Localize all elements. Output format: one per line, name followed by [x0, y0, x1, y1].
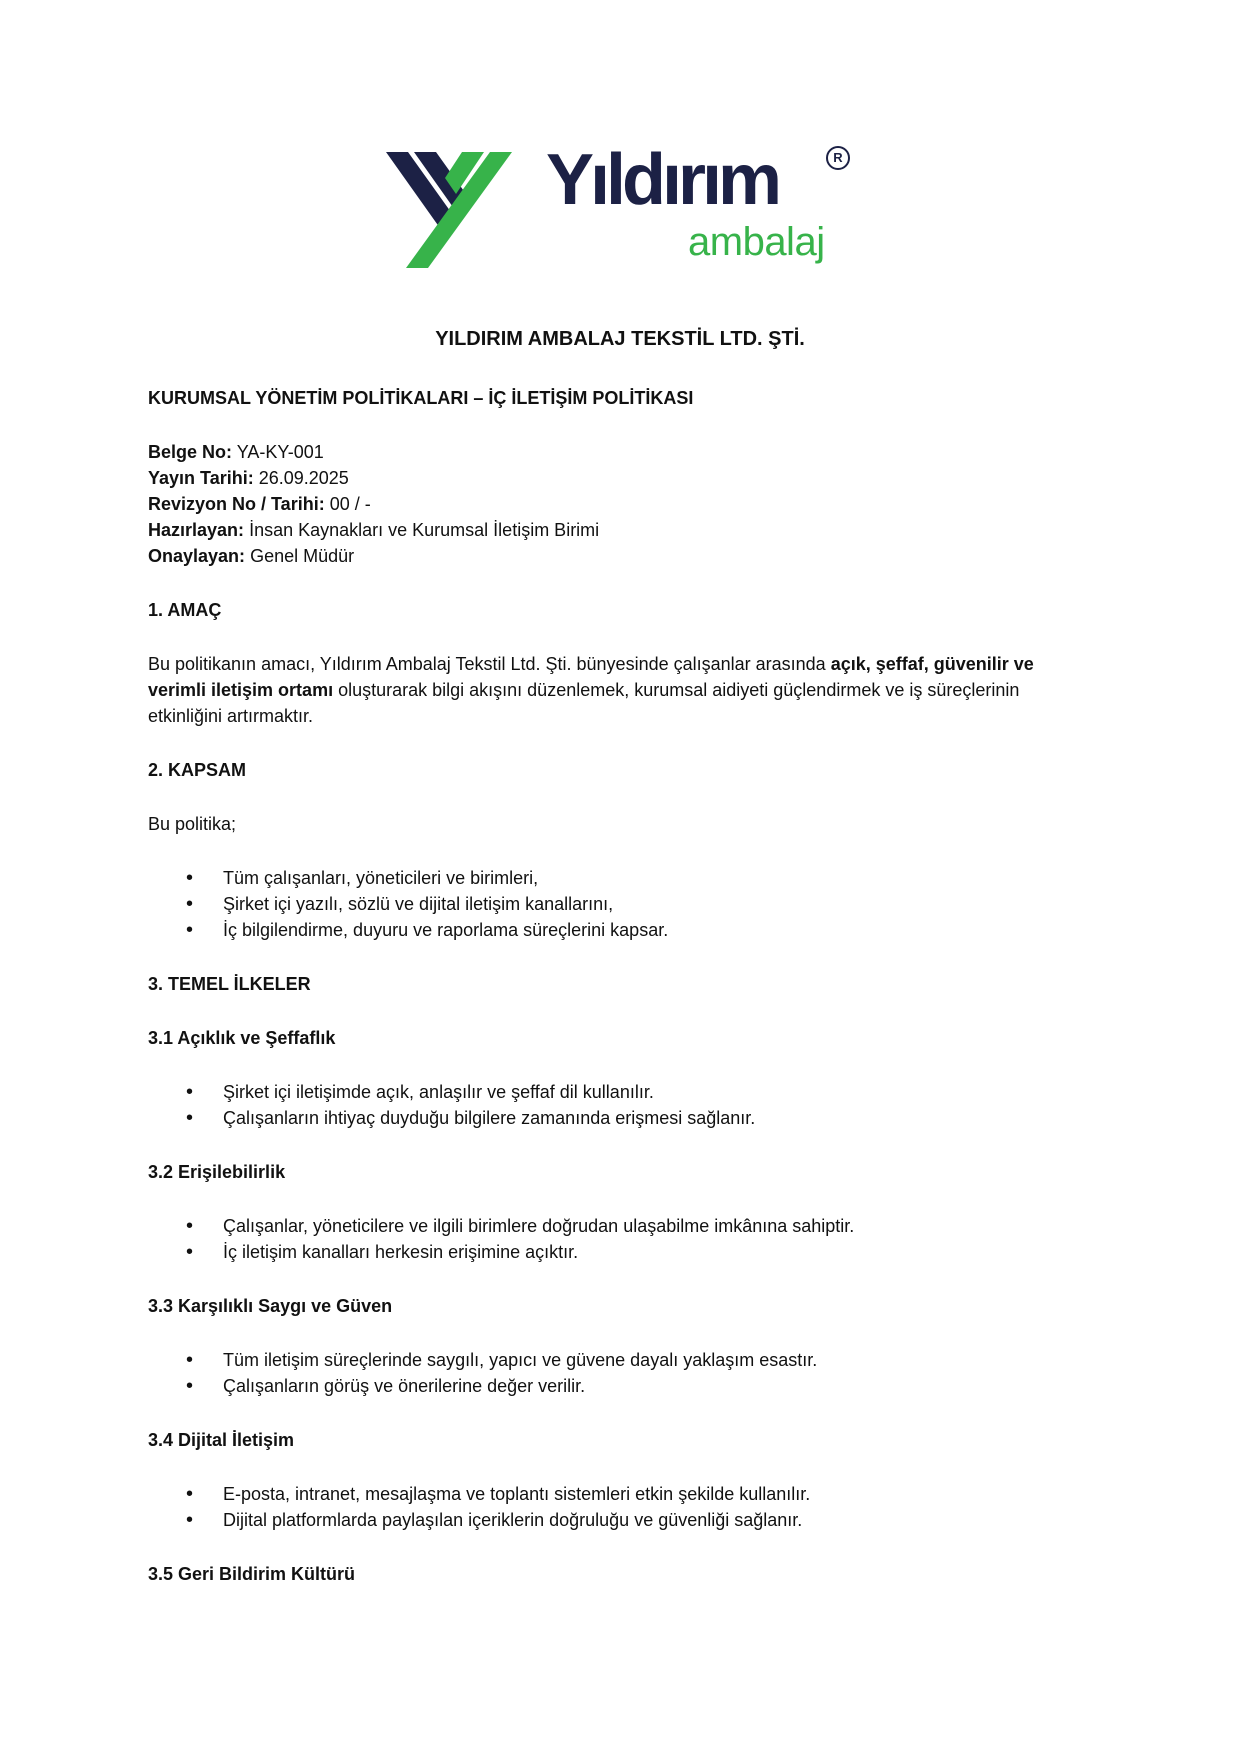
- list-item: • Şirket içi iletişimde açık, anlaşılır ve şeffaf dil kullanılır.: [148, 1079, 1078, 1105]
- acilik-list: [148, 1079, 1078, 1131]
- kapsam-list: [148, 865, 1078, 943]
- company-logo: [386, 142, 856, 278]
- subsection-erisilebilirlik-heading: 3.2 Erişilebilirlik: [148, 1162, 286, 1182]
- saygi-list: [148, 1347, 1078, 1399]
- list-item: • Çalışanların görüş ve önerilerine değer verilir.: [148, 1373, 1078, 1399]
- list-item: • İç iletişim kanalları herkesin erişimine açıktır.: [148, 1239, 1078, 1265]
- company-name: YILDIRIM AMBALAJ TEKSTİL LTD. ŞTİ.: [435, 328, 805, 350]
- meta-revizyon: Revizyon No / Tarihi: 00 / -: [148, 494, 371, 514]
- document-meta: [148, 439, 1078, 569]
- section-kapsam-heading: 2. KAPSAM: [148, 760, 247, 780]
- subsection-acilik-heading: 3.1 Açıklık ve Şeffaflık: [148, 1028, 336, 1048]
- logo-subtitle: ambalaj: [688, 220, 825, 264]
- list-item: • E-posta, intranet, mesajlaşma ve toplantı sistemleri etkin şekilde kullanılır.: [148, 1481, 1078, 1507]
- list-item: • Tüm çalışanları, yöneticileri ve birimleri,: [148, 865, 1078, 891]
- dijital-list: [148, 1481, 1078, 1533]
- document-title: KURUMSAL YÖNETİM POLİTİKALARI – İÇ İLETİŞİM POLİTİKASI: [148, 388, 694, 408]
- meta-onaylayan: Onaylayan: Genel Müdür: [148, 546, 355, 566]
- section-ilkeler-heading: 3. TEMEL İLKELER: [148, 974, 311, 994]
- meta-belge-no: Belge No: YA-KY-001: [148, 442, 324, 462]
- section-amac-paragraph: Bu politikanın amacı, Yıldırım Ambalaj Tekstil Ltd. Şti. bünyesinde çalışanlar arasında açık, şeffaf, güvenilir ve verimli iletişim ortamı oluşturarak bilgi akışını düzenlemek, kurumsal aidiyeti güçlendirmek ve iş süreçlerinin etkinliğini artırmaktır.: [148, 654, 1034, 726]
- list-item: • Dijital platformlarda paylaşılan içeriklerin doğruluğu ve güvenliği sağlanır.: [148, 1507, 1078, 1533]
- list-item: • Çalışanların ihtiyaç duyduğu bilgilere zamanında erişmesi sağlanır.: [148, 1105, 1078, 1131]
- meta-hazirlayan: Hazırlayan: İnsan Kaynakları ve Kurumsal İletişim Birimi: [148, 520, 600, 540]
- list-item: • Şirket içi yazılı, sözlü ve dijital iletişim kanallarını,: [148, 891, 1078, 917]
- section-amac-heading: 1. AMAÇ: [148, 600, 222, 620]
- list-item: • Çalışanlar, yöneticilere ve ilgili birimlere doğrudan ulaşabilme imkânına sahiptir.: [148, 1213, 1078, 1239]
- meta-yayin-tarihi: Yayın Tarihi: 26.09.2025: [148, 468, 349, 488]
- section-kapsam-intro: Bu politika;: [148, 814, 237, 834]
- list-item: • İç bilgilendirme, duyuru ve raporlama süreçlerini kapsar.: [148, 917, 1078, 943]
- logo-wordmark: Yıldırım: [546, 140, 779, 220]
- erisilebilirlik-list: [148, 1213, 1078, 1265]
- subsection-saygi-heading: 3.3 Karşılıklı Saygı ve Güven: [148, 1296, 393, 1316]
- document-body: [148, 385, 1078, 1587]
- subsection-dijital-heading: 3.4 Dijital İletişim: [148, 1430, 295, 1450]
- subsection-geri-bildirim-heading: 3.5 Geri Bildirim Kültürü: [148, 1564, 356, 1584]
- list-item: • Tüm iletişim süreçlerinde saygılı, yapıcı ve güvene dayalı yaklaşım esastır.: [148, 1347, 1078, 1373]
- y-mark-icon: [386, 152, 516, 272]
- registered-mark: R: [826, 146, 850, 170]
